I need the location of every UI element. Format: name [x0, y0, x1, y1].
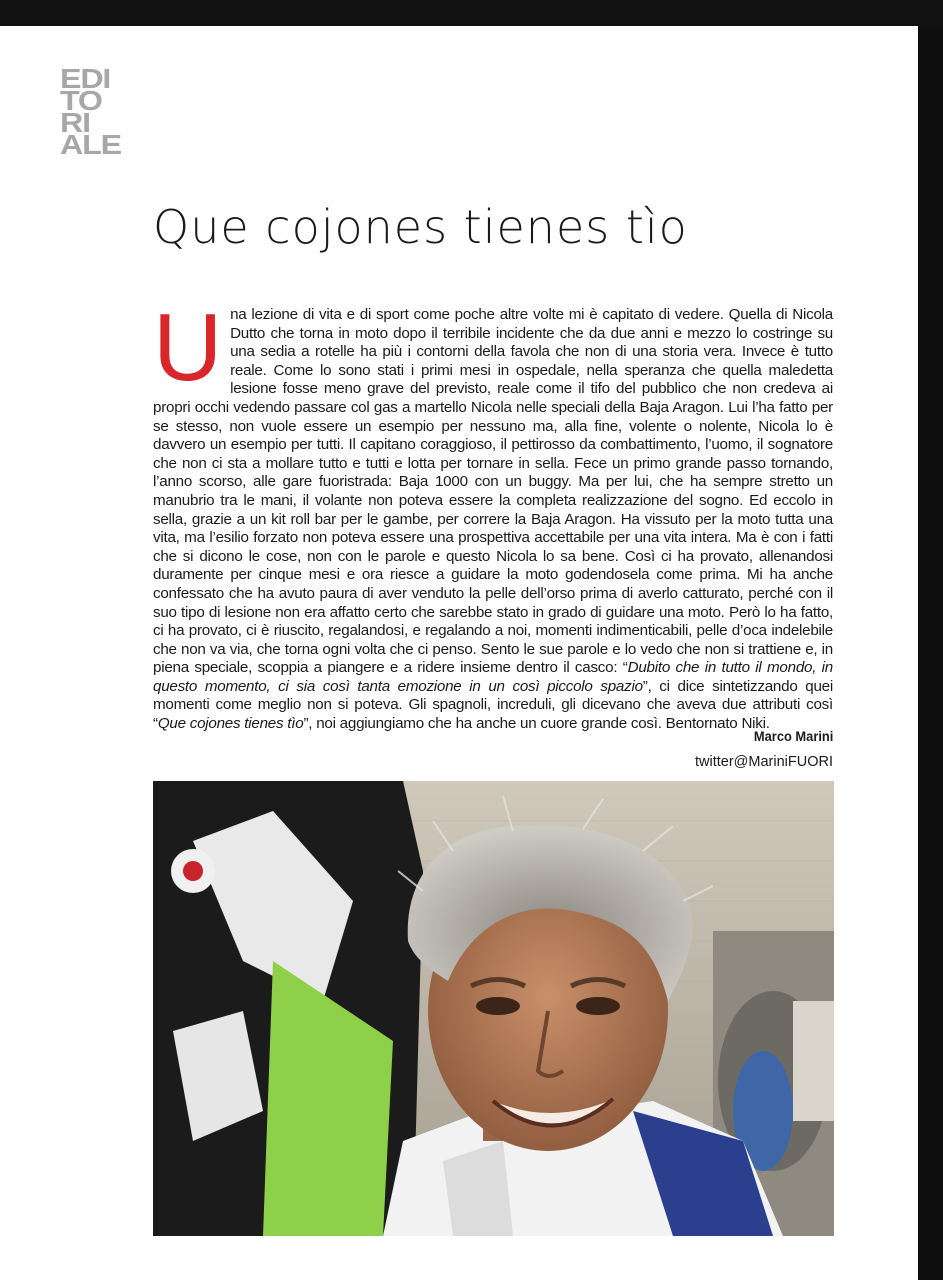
portrait-photo — [153, 781, 834, 1236]
section-label-editoriale — [60, 63, 121, 160]
quote-italic-title: Que cojones tienes tìo — [157, 715, 304, 733]
author-name: Marco Marini — [753, 728, 833, 744]
article-body — [153, 294, 833, 734]
quote-italic: Dubito che in tutto il mondo, in questo momento, ci sia così tanta emozione in un così piccolo spazio — [153, 659, 833, 695]
section-label-line: ALE — [60, 129, 121, 160]
article-title: Que cojones tienes tìo — [153, 200, 688, 254]
magazine-page — [0, 26, 918, 1280]
section-label-line: RI — [60, 107, 90, 138]
author-twitter: twitter@MariniFUORI — [695, 754, 833, 770]
body-text-start: na lezione di vita e di sport come poche altre volte mi è capitato di vedere. Quella di Nicola Dutto che torna in moto dopo il terribile incidente che da due anni e mezzo lo costringe su una sedia a rotelle ha più i contorni della favola che non di una storia vera. Invece è tutto reale. Come lo sono stati i primi mesi in ospedale, nella speranza che quella maledetta lesione fosse meno grave del previsto, reale come il tifo del pubblico che non credeva ai propri occhi vedendo passare col gas a martello Nicola nelle speciali della Baja Aragon. Lui l’ha fatto per se stesso, non vuole essere un esempio per nessuno ma, alla fine, volente o nolente, Nicola lo è davvero un esempio per tutti. Il capitano coraggioso, il pettirosso da combattimento, l’uomo, il sognatore che non ci sta a mollare tutto e tutti e lotta per tornare in sella. Fece un primo grande passo tornando, l’anno scorso, alle gare fuoristrada: Baja 1000 con un buggy. Ma per lui, che ha sempre stretto un manubrio tra le mani, il volante non poteva essere la completa realizzazione del sogno. Ed eccolo in sella, grazie a un kit roll bar per le gambe, per correre la Baja Aragon. Ha vissuto per la moto tutta una vita, ma l’esilio forzato non poteva essere una prospettiva accettabile per una vita intera. Ma è con i fatti che si dicono le cose, non con le parole e questo Nicola lo sa bene. Così ci ha provato, allenandosi duramente per cinque mesi e ora riesce a guidare la moto godendosela come prima. Mi ha anche confessato che ha avuto paura di aver venduto la pelle dell’orso prima di averlo catturato, perché con il suo tipo di lesione non era affatto certo che sarebbe stato in grado di guidare una moto. Però lo ha fatto, ci ha provato, ci è riuscito, regalandosi, e regalando a noi, momenti indimenticabili, pelle d’oca indelebile che non va via, che torna ogni volta che ci penso. Sento le sue parole e lo vedo che non si trattiene e, in piena speciale, scoppia a piangere e a ridere insieme dentro il casco: “ — [153, 306, 833, 677]
body-text-end: ”, noi aggiungiamo che ha anche un cuore grande così. Bentornato Niki. — [303, 715, 770, 733]
section-label-line: TO — [60, 85, 102, 116]
portrait-illustration — [153, 781, 834, 1236]
page-edge — [918, 26, 943, 1280]
drop-cap: U — [153, 294, 223, 401]
body-text-middle: ”, ci dice sintetizzando quei momenti come meglio non si poteva. Gli spagnoli, increduli, gli dicevano che aveva due attributi così “ — [153, 677, 833, 733]
section-label-line: EDI — [60, 63, 111, 94]
